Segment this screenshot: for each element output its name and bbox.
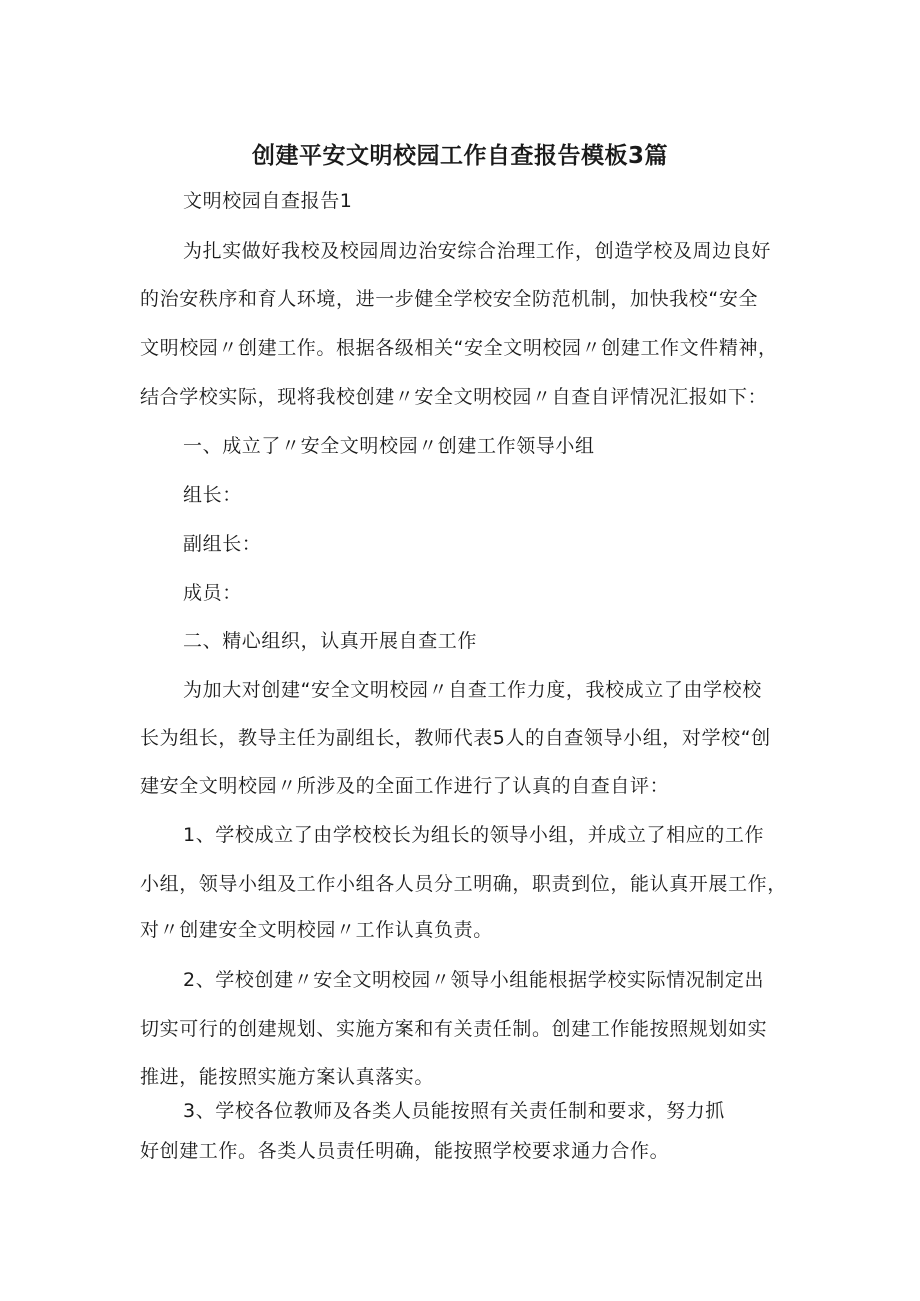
- paragraph-line: 组长：: [183, 484, 242, 506]
- paragraph-line: 小组，领导小组及工作小组各人员分工明确，职责到位，能认真开展工作，: [140, 873, 787, 895]
- section-heading: 一、成立了〃安全文明校园〃创建工作领导小组: [183, 435, 595, 457]
- paragraph-line: 副组长：: [183, 533, 262, 555]
- paragraph-line: 1、学校成立了由学校校长为组长的领导小组，并成立了相应的工作: [183, 824, 765, 846]
- paragraph-line: 对〃创建安全文明校园〃工作认真负责。: [140, 919, 493, 941]
- paragraph-line: 2、学校创建〃安全文明校园〃领导小组能根据学校实际情况制定出: [183, 969, 765, 991]
- paragraph-line: 为加大对创建“安全文明校园〃自查工作力度，我校成立了由学校校: [183, 679, 762, 701]
- paragraph-line: 成员：: [183, 582, 242, 604]
- paragraph-line: 建安全文明校园〃所涉及的全面工作进行了认真的自查自评：: [140, 775, 670, 797]
- paragraph-line: 的治安秩序和育人环境，进一步健全学校安全防范机制，加快我校“安全: [140, 288, 759, 310]
- document-title: 创建平安文明校园工作自查报告模板3篇: [251, 143, 668, 169]
- section-heading: 文明校园自查报告1: [183, 190, 353, 212]
- section-heading: 二、精心组织，认真开展自查工作: [183, 630, 478, 652]
- paragraph-line: 推进，能按照实施方案认真落实。: [140, 1066, 435, 1088]
- paragraph-line: 好创建工作。各类人员责任明确，能按照学校要求通力合作。: [140, 1140, 670, 1162]
- paragraph-line: 切实可行的创建规划、实施方案和有关责任制。创建工作能按照规划如实: [140, 1018, 768, 1040]
- paragraph-line: 3、学校各位教师及各类人员能按照有关责任制和要求，努力抓: [183, 1100, 725, 1122]
- paragraph-line: 长为组长，教导主任为副组长，教师代表5人的自查领导小组，对学校“创: [140, 727, 771, 749]
- paragraph-line: 文明校园〃创建工作。根据各级相关“安全文明校园〃创建工作文件精神，: [140, 337, 778, 359]
- paragraph-line: 结合学校实际，现将我校创建〃安全文明校园〃自查自评情况汇报如下：: [140, 386, 768, 408]
- paragraph-line: 为扎实做好我校及校园周边治安综合治理工作，创造学校及周边良好: [183, 240, 772, 262]
